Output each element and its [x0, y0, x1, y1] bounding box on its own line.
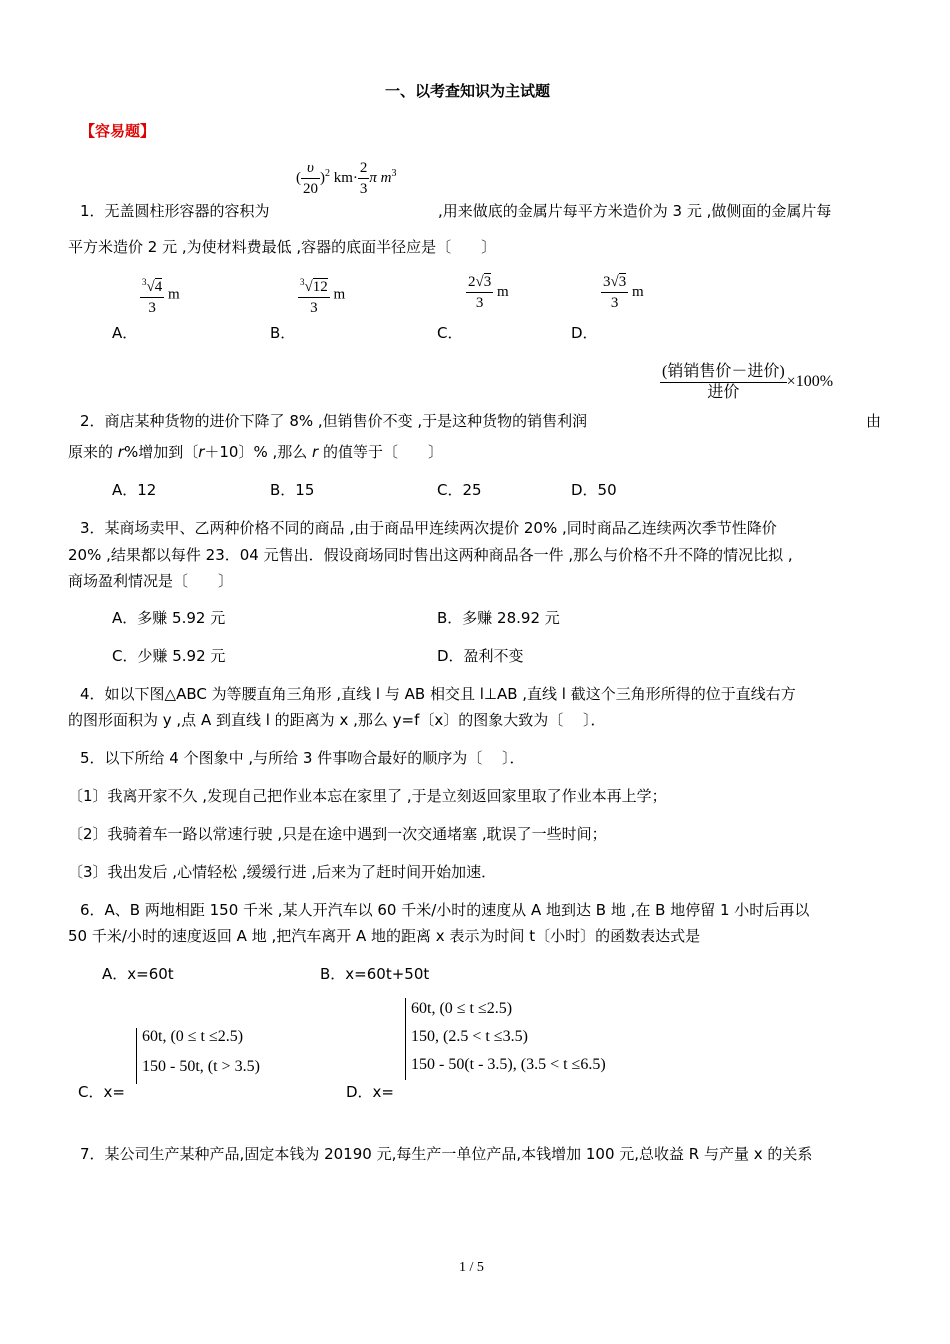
q6-line1: 6．A、B 两地相距 150 千米 ,某人开汽车以 60 千米/小时的速度从 A 地到达 B 地 ,在 B 地停留 1 小时后再以 [80, 901, 810, 919]
q2-line2: 原来的 r%增加到〔r＋10〕% ,那么 r 的值等于〔 〕 [68, 443, 443, 461]
q3-line2: 20% ,结果都以每件 23．04 元售出．假设商场同时售出这两种商品各一件 ,那么与价格不升不降的情况比拟 , [68, 546, 793, 564]
q3-option-b[interactable]: B．多赚 28.92 元 [437, 609, 560, 627]
q6-option-d[interactable]: D．x= [346, 1083, 394, 1101]
q5-line1: 5．以下所给 4 个图象中 ,与所给 3 件事吻合最好的顺序为〔 〕． [80, 749, 525, 767]
q6-c-brace [136, 1028, 137, 1084]
q1-line2: 平方米造价 2 元 ,为使材料费最低 ,容器的底面半径应是〔 〕 [68, 238, 497, 256]
q6-c-case2: 150 - 50t, (t > 3.5) [142, 1058, 260, 1075]
q1-option-a-value: $\frac{^3√4}{3}$ m [140, 272, 180, 318]
q2-option-d[interactable]: D．50 [571, 481, 617, 499]
q2-line1: 2．商店某种货物的进价下降了 8% ,但销售价不变 ,于是这种货物的销售利润 [80, 412, 588, 430]
q5-item3: 〔3〕我出发后 ,心情轻松 ,缓缓行进 ,后来为了赶时间开始加速． [68, 863, 497, 881]
q1-volume-formula: ( $\frac{\upsilon}{20}$ )$^2$ km· $\frac{2}{3}$ π $m^3$ [296, 160, 397, 197]
q6-option-c[interactable]: C．x= [78, 1083, 125, 1101]
q3-option-d[interactable]: D．盈利不变 [437, 647, 524, 665]
q2-option-c[interactable]: C．25 [437, 481, 482, 499]
q6-option-a[interactable]: A．x=60t [102, 965, 174, 983]
q5-item1: 〔1〕我离开家不久 ,发现自己把作业本忘在家里了 ,于是立刻返回家里取了作业本再上学； [68, 787, 667, 805]
q3-line3: 商场盈利情况是〔 〕 [68, 572, 234, 590]
q7-line1: 7．某公司生产某种产品,固定本钱为 20190 元,每生产一单位产品,本钱增加 100 元,总收益 R 与产量 x 的关系 [80, 1145, 813, 1163]
q1-option-b-value: $\frac{^3√12}{3}$ m [298, 272, 345, 318]
q3-option-a[interactable]: A．多赚 5.92 元 [112, 609, 226, 627]
q1-option-c[interactable]: C． [437, 324, 463, 342]
q2-line1-end: 由 [866, 412, 882, 430]
q2-option-a[interactable]: A．12 [112, 481, 157, 499]
q6-d-case3: 150 - 50(t - 3.5), (3.5 < t ≤6.5) [411, 1056, 606, 1073]
q6-option-b[interactable]: B．x=60t+50t [320, 965, 430, 983]
q6-c-case1: 60t, (0 ≤ t ≤2.5) [142, 1028, 244, 1045]
q6-d-case1: 60t, (0 ≤ t ≤2.5) [411, 1000, 513, 1017]
q6-d-case2: 150, (2.5 < t ≤3.5) [411, 1028, 528, 1045]
q3-line1: 3．某商场卖甲、乙两种价格不同的商品 ,由于商品甲连续两次提价 20% ,同时商品乙连续两次季节性降价 [80, 519, 777, 537]
q1-option-d-value: $\frac{3√3}{3}$ m [603, 274, 644, 311]
page-number: 1 / 5 [459, 1260, 484, 1275]
q1-line1-b: ,用来做底的金属片每平方米造价为 3 元 ,做侧面的金属片每 [438, 202, 832, 220]
q2-option-b[interactable]: B．15 [270, 481, 315, 499]
q6-d-brace [405, 998, 406, 1080]
q2-profit-formula: $\frac{\text{(销销售价－进价)}}{\text{进价}}$ ×100% [662, 363, 834, 401]
q1-option-c-value: $\frac{2√3}{3}$ m [468, 274, 509, 311]
q1-option-d[interactable]: D． [571, 324, 598, 342]
difficulty-tag: 【容易题】 [80, 122, 156, 140]
q1-option-a[interactable]: A． [112, 324, 138, 342]
q3-option-c[interactable]: C．少赚 5.92 元 [112, 647, 226, 665]
q5-item2: 〔2〕我骑着车一路以常速行驶 ,只是在途中遇到一次交通堵塞 ,耽误了一些时间； [68, 825, 607, 843]
q6-line2: 50 千米/小时的速度返回 A 地 ,把汽车离开 A 地的距离 x 表示为时间 t〔小时〕的函数表达式是 [68, 927, 701, 945]
section-title: 一、以考查知识为主试题 [385, 82, 551, 100]
q4-line1: 4．如以下图△ABC 为等腰直角三角形 ,直线 l 与 AB 相交且 l⊥AB ,直线 l 截这个三角形所得的位于直线右方 [80, 685, 796, 703]
q4-line2: 的图形面积为 y ,点 A 到直线 l 的距离为 x ,那么 y=f〔x〕的图象大致为〔 〕． [68, 711, 606, 729]
q1-option-b[interactable]: B． [270, 324, 296, 342]
q1-line1-a: 1．无盖圆柱形容器的容积为 [80, 202, 270, 220]
